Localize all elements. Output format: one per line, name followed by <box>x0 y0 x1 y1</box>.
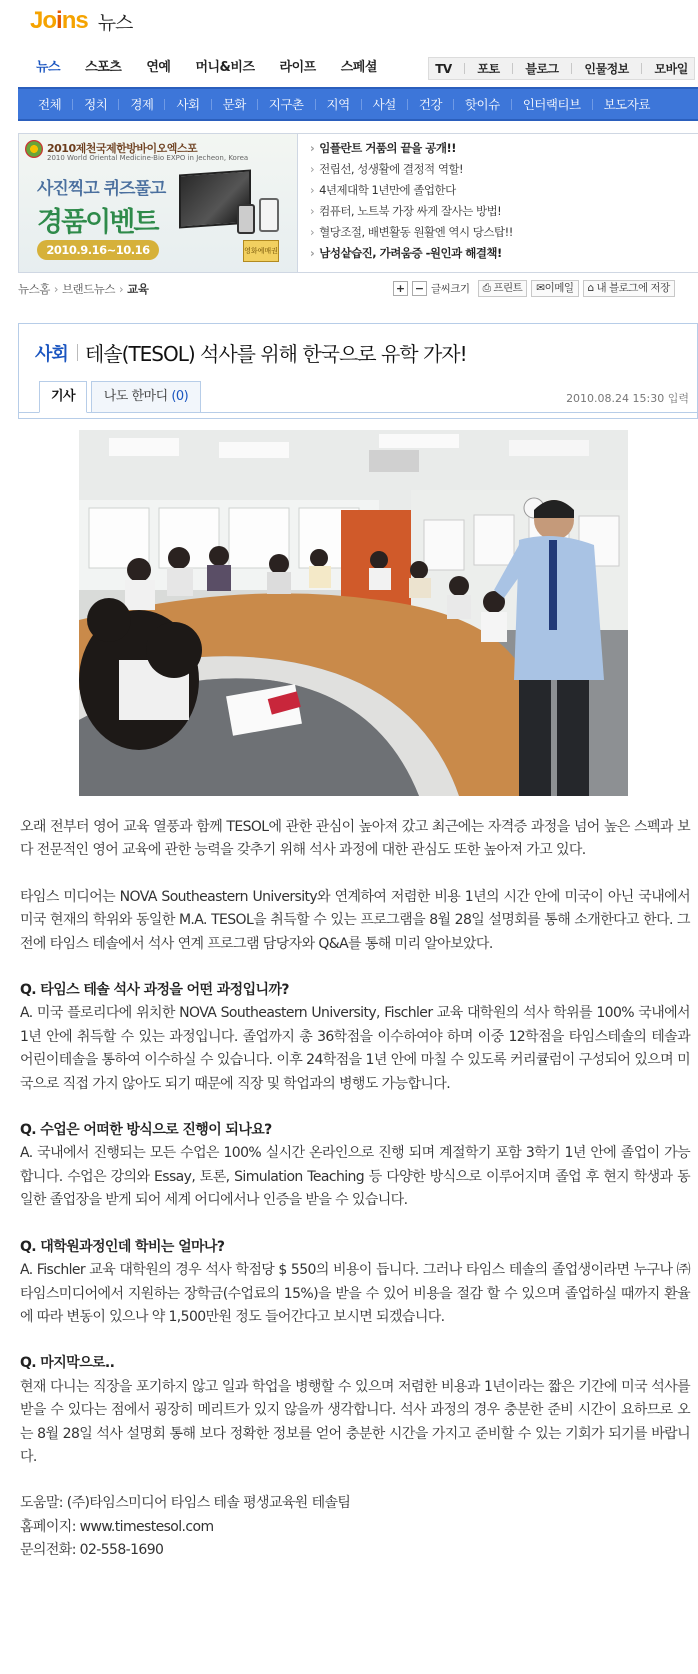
divider <box>72 99 73 110</box>
banner-event-subtitle: 2010 World Oriental Medicine-Bio EXPO in Jecheon, Korea <box>47 154 249 162</box>
header <box>30 6 132 36</box>
breadcrumb-current[interactable]: 교육 <box>127 282 149 296</box>
tab-comments-label: 나도 한마디 <box>103 389 168 404</box>
qa-block <box>20 1352 690 1469</box>
service-mobile[interactable]: 모바일 <box>654 62 688 76</box>
divider <box>512 63 513 74</box>
tab-article[interactable]: 기사 <box>39 381 87 413</box>
divider <box>361 99 362 110</box>
service-tv[interactable]: TV <box>435 61 452 76</box>
phone-prize-icon <box>259 198 279 232</box>
divider <box>77 344 78 361</box>
ticket-prize-card: 영화예매권 <box>243 240 279 262</box>
question-heading: Q. 마지막으로.. <box>20 1355 115 1372</box>
answer-text: A. 국내에서 진행되는 모든 수업은 100% 실시간 온라인으로 진행 되며 계절학기 포함 3학기 1년 안에 졸업이 가능합니다. 수업은 강의와 Essay, 토론, Simulation Teaching 등 다양한 방식으로 이루어지며 졸업 후 현지 학생과 동일한 졸업장을 받게 되어 세계 어디에서나 인증을 받을 수 있습니다. <box>20 1145 690 1209</box>
sponsored-headlines <box>310 138 698 264</box>
expo-logo-icon <box>25 140 43 158</box>
classroom-photo-illustration <box>79 430 628 796</box>
divider <box>571 63 572 74</box>
chevron-right-icon: › <box>53 282 58 296</box>
category-economy[interactable]: 경제 <box>130 97 154 112</box>
banner-event-title: 2010제천국제한방바이오엑스포 <box>47 142 198 155</box>
banner-line1: 사진찍고 퀴즈풀고 <box>37 179 166 199</box>
chevron-right-icon: › <box>118 282 124 296</box>
category-culture[interactable]: 문화 <box>222 97 246 112</box>
category-world[interactable]: 지구촌 <box>268 97 304 112</box>
service-photo[interactable]: 포토 <box>477 62 500 76</box>
category-editorial[interactable]: 사설 <box>372 97 396 112</box>
headline-link[interactable]: › 전립선, 성생활에 결정적 역할! <box>310 159 698 180</box>
breadcrumb-home[interactable]: 뉴스홈 <box>18 282 50 296</box>
article-tools <box>393 280 675 297</box>
category-region[interactable]: 지역 <box>326 97 350 112</box>
nav-sports[interactable]: 스포츠 <box>85 60 122 75</box>
headline-link[interactable]: › 혈당조절, 배변활동 원활엔 역시 당스탑!! <box>310 222 698 243</box>
contact-homepage: 홈페이지: www.timestesol.com <box>20 1518 214 1535</box>
divider <box>407 99 408 110</box>
divider <box>257 99 258 110</box>
nav-entertainment[interactable]: 연예 <box>146 60 171 75</box>
divider <box>453 99 454 110</box>
question-heading: Q. 대학원과정인데 학비는 얼마나? <box>20 1238 225 1255</box>
expo-banner-ad[interactable] <box>18 133 298 273</box>
category-interactive[interactable]: 인터랙티브 <box>522 97 581 112</box>
divider <box>464 63 465 74</box>
divider <box>315 99 316 110</box>
category-hot-issue[interactable]: 핫이슈 <box>464 97 500 112</box>
blog-save-button[interactable] <box>583 280 675 297</box>
divider <box>211 99 212 110</box>
email-button-label: 이메일 <box>544 282 574 294</box>
divider <box>511 99 512 110</box>
article-date: 2010.08.24 15:30 입력 <box>566 392 689 405</box>
service-blog[interactable]: 블로그 <box>525 62 559 76</box>
divider <box>641 63 642 74</box>
printer-icon: ⎙ <box>482 282 491 294</box>
category-politics[interactable]: 정치 <box>84 97 108 112</box>
font-size-label: 글씨크기 <box>431 283 470 295</box>
question-heading: Q. 수업은 어떠한 방식으로 진행이 되나요? <box>20 1122 272 1139</box>
font-decrease-button[interactable]: − <box>412 281 427 296</box>
envelope-icon: ✉ <box>536 282 545 294</box>
font-increase-button[interactable]: + <box>393 281 408 296</box>
top-nav <box>36 56 402 75</box>
article-header <box>18 323 698 419</box>
question-heading: Q. 타임스 테솔 석사 과정을 어떤 과정입니까? <box>20 982 289 999</box>
contact-phone: 문의전화: 02-558-1690 <box>20 1542 164 1559</box>
article-paragraph: 타임스 미디어는 NOVA Southeastern University와 연계하여 저렴한 비용 1년의 시간 안에 미국이 아닌 국내에서 미국 현재의 학위와 동일한 M.A. TESOL을 취득할 수 있는 프로그램을 8월 28일 설명회를 통해 소개한다고 한다. 그 전에 타임스 테솔에서 석사 연계 프로그램 담당자와 Q&A를 통해 미리 알아보았다. <box>20 888 690 952</box>
nav-news[interactable]: 뉴스 <box>36 60 61 75</box>
blog-icon: ⌂ <box>587 282 594 294</box>
headline-link[interactable]: › 컴퓨터, 노트북 가장 싸게 잘사는 방법! <box>310 201 698 222</box>
tab-comments[interactable] <box>91 381 201 413</box>
divider <box>298 272 698 273</box>
contact-help: 도움말: (주)타임스미디어 타임스 테솔 평생교육원 테솔팀 <box>20 1495 351 1512</box>
banner-dates: 2010.9.16~10.16 <box>37 240 159 260</box>
nav-special[interactable]: 스페셜 <box>340 60 377 75</box>
answer-text: 현재 다니는 직장을 포기하지 않고 일과 학업을 병행할 수 있으며 저렴한 비용과 1년이라는 짧은 기간에 미국 석사를 받을 수 있다는 점에서 굉장히 메리트가 있지 않을까 생각합니다. 석사 과정의 경우 충분한 준비 시간이 요하므로 오는 8월 28일 석사 설명회 통해 보다 정확한 정보를 얻어 충분한 시간을 가지고 준비할 수 있는 기회가 되기를 바랍니다. <box>20 1378 690 1465</box>
headline-link[interactable]: › 임플란트 거품의 끝을 공개!! <box>310 138 698 159</box>
article-title: 테솔(TESOL) 석사를 위해 한국으로 유학 가자! <box>85 342 467 366</box>
joins-logo[interactable]: Joins <box>30 7 88 34</box>
nav-money-biz[interactable]: 머니&비즈 <box>195 60 255 75</box>
article-paragraph: 오래 전부터 영어 교육 열풍과 함께 TESOL에 관한 관심이 높아져 갔고 최근에는 자격증 과정을 넘어 높은 스펙과 보다 전문적인 영어 교육에 관한 능력을 갖추기 위해 석사 과정에 대한 관심도 또한 높아져 가고 있다. <box>20 819 690 859</box>
service-nav <box>428 57 695 80</box>
answer-text: A. Fischler 교육 대학원의 경우 석사 학점당 $ 550의 비용이 듭니다. 그러나 타임스 테솔의 졸업생이라면 누구나 ㈜타임스미디어에서 지원하는 장학금(수업료의 15%)을 받을 수 있어 비용을 절감 할 수 있으며 졸업하실 때까지 환율에 따라 변동이 있으나 약 1,500만원 정도 들어간다고 보시면 되겠습니다. <box>20 1262 690 1325</box>
divider <box>118 99 119 110</box>
breadcrumb-brand-news[interactable]: 브랜드뉴스 <box>61 282 115 296</box>
print-button[interactable] <box>478 280 528 297</box>
banner-line2: 경품이벤트 <box>37 207 158 238</box>
qa-block <box>20 979 690 1096</box>
article-body <box>20 816 690 1563</box>
category-bar <box>18 87 698 121</box>
article-photo <box>79 430 628 796</box>
breadcrumb <box>18 281 148 297</box>
section-title[interactable]: 뉴스 <box>97 11 133 34</box>
qa-block <box>20 1119 690 1213</box>
email-button[interactable] <box>531 280 578 297</box>
qa-block <box>20 1236 690 1330</box>
blog-save-button-label: 내 블로그에 저장 <box>596 282 670 294</box>
phone-prize-icon <box>237 204 255 234</box>
article-section-label[interactable]: 사회 <box>35 344 68 365</box>
headline-link[interactable]: › 남성샅습진, 가려움증 -원인과 해결책! <box>310 243 698 264</box>
category-society[interactable]: 사회 <box>176 97 200 112</box>
divider <box>164 99 165 110</box>
divider <box>592 99 593 110</box>
divider <box>298 133 698 134</box>
category-all[interactable]: 전체 <box>38 97 62 112</box>
headline-link[interactable]: › 4년제대학 1년만에 졸업한다 <box>310 180 698 201</box>
comment-count: (0) <box>171 389 189 404</box>
category-press-release[interactable]: 보도자료 <box>603 97 650 112</box>
print-button-label: 프린트 <box>493 282 523 294</box>
answer-text: A. 미국 플로리다에 위치한 NOVA Southeastern University, Fischler 교육 대학원의 석사 학위를 100% 국내에서 1년 안에 취득할 수 있는 과정입니다. 졸업까지 총 36학점을 이수하여야 하며 이중 12학점을 타임스테솔의 테솔과 어린이테솔을 통하여 이수하실 수 있습니다. 이후 24학점을 1년 안에 마칠 수 있도록 커리큘럼이 구성되어 있으며 미국으로 직접 가지 않아도 되기 때문에 직장 및 학업과의 병행도 가능합니다. <box>20 1005 690 1092</box>
service-people[interactable]: 인물정보 <box>584 62 629 76</box>
category-health[interactable]: 건강 <box>418 97 442 112</box>
nav-life[interactable]: 라이프 <box>279 60 316 75</box>
